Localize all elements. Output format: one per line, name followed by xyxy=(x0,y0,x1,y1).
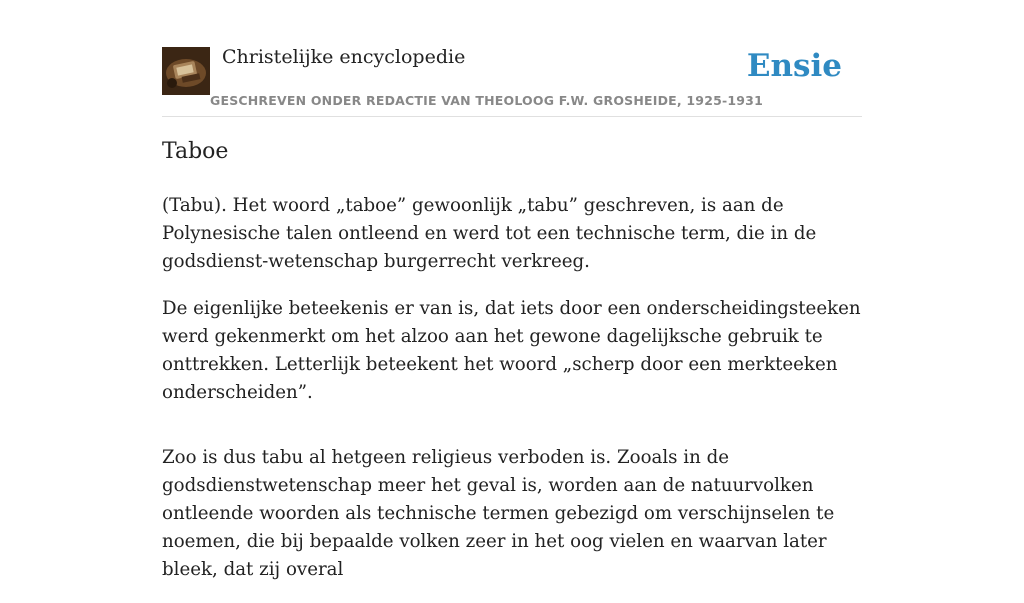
article-body xyxy=(162,192,862,603)
encyclopedia-subtitle: GESCHREVEN ONDER REDACTIE VAN THEOLOOG F.W. GROSHEIDE, 1925-1931 xyxy=(210,93,763,108)
article-paragraph: De eigenlijke beteekenis er van is, dat iets door een onderscheidingsteeken werd gekenmerkt om het alzoo aan het gewone dagelijksche gebruik te onttrekken. Letterlijk beteekent het woord „scherp door een merkteeken onderscheiden”. xyxy=(162,298,861,403)
book-cover-image xyxy=(162,47,210,95)
ensie-logo[interactable]: Ensie xyxy=(746,48,842,84)
article-paragraph: Zoo is dus tabu al hetgeen religieus verboden is. Zooals in de godsdienstwetenschap meer het geval is, worden aan de natuurvolken ontleende woorden als technische termen gebezigd om verschijnselen te noemen, die bij bepaalde volken zeer in het oog vielen en waarvan later bleek, dat zij overal xyxy=(162,447,835,580)
encyclopedia-title[interactable]: Christelijke encyclopedie xyxy=(222,46,466,68)
book-cover-avatar[interactable] xyxy=(162,47,210,95)
header xyxy=(162,46,862,117)
article-title: Taboe xyxy=(162,139,229,164)
article-paragraph: (Tabu). Het woord „taboe” gewoonlijk „tabu” geschreven, is aan de Polynesische talen ontleend en werd tot een technische term, die in de godsdienst-wetenschap burgerrecht verkreeg. xyxy=(162,195,817,272)
